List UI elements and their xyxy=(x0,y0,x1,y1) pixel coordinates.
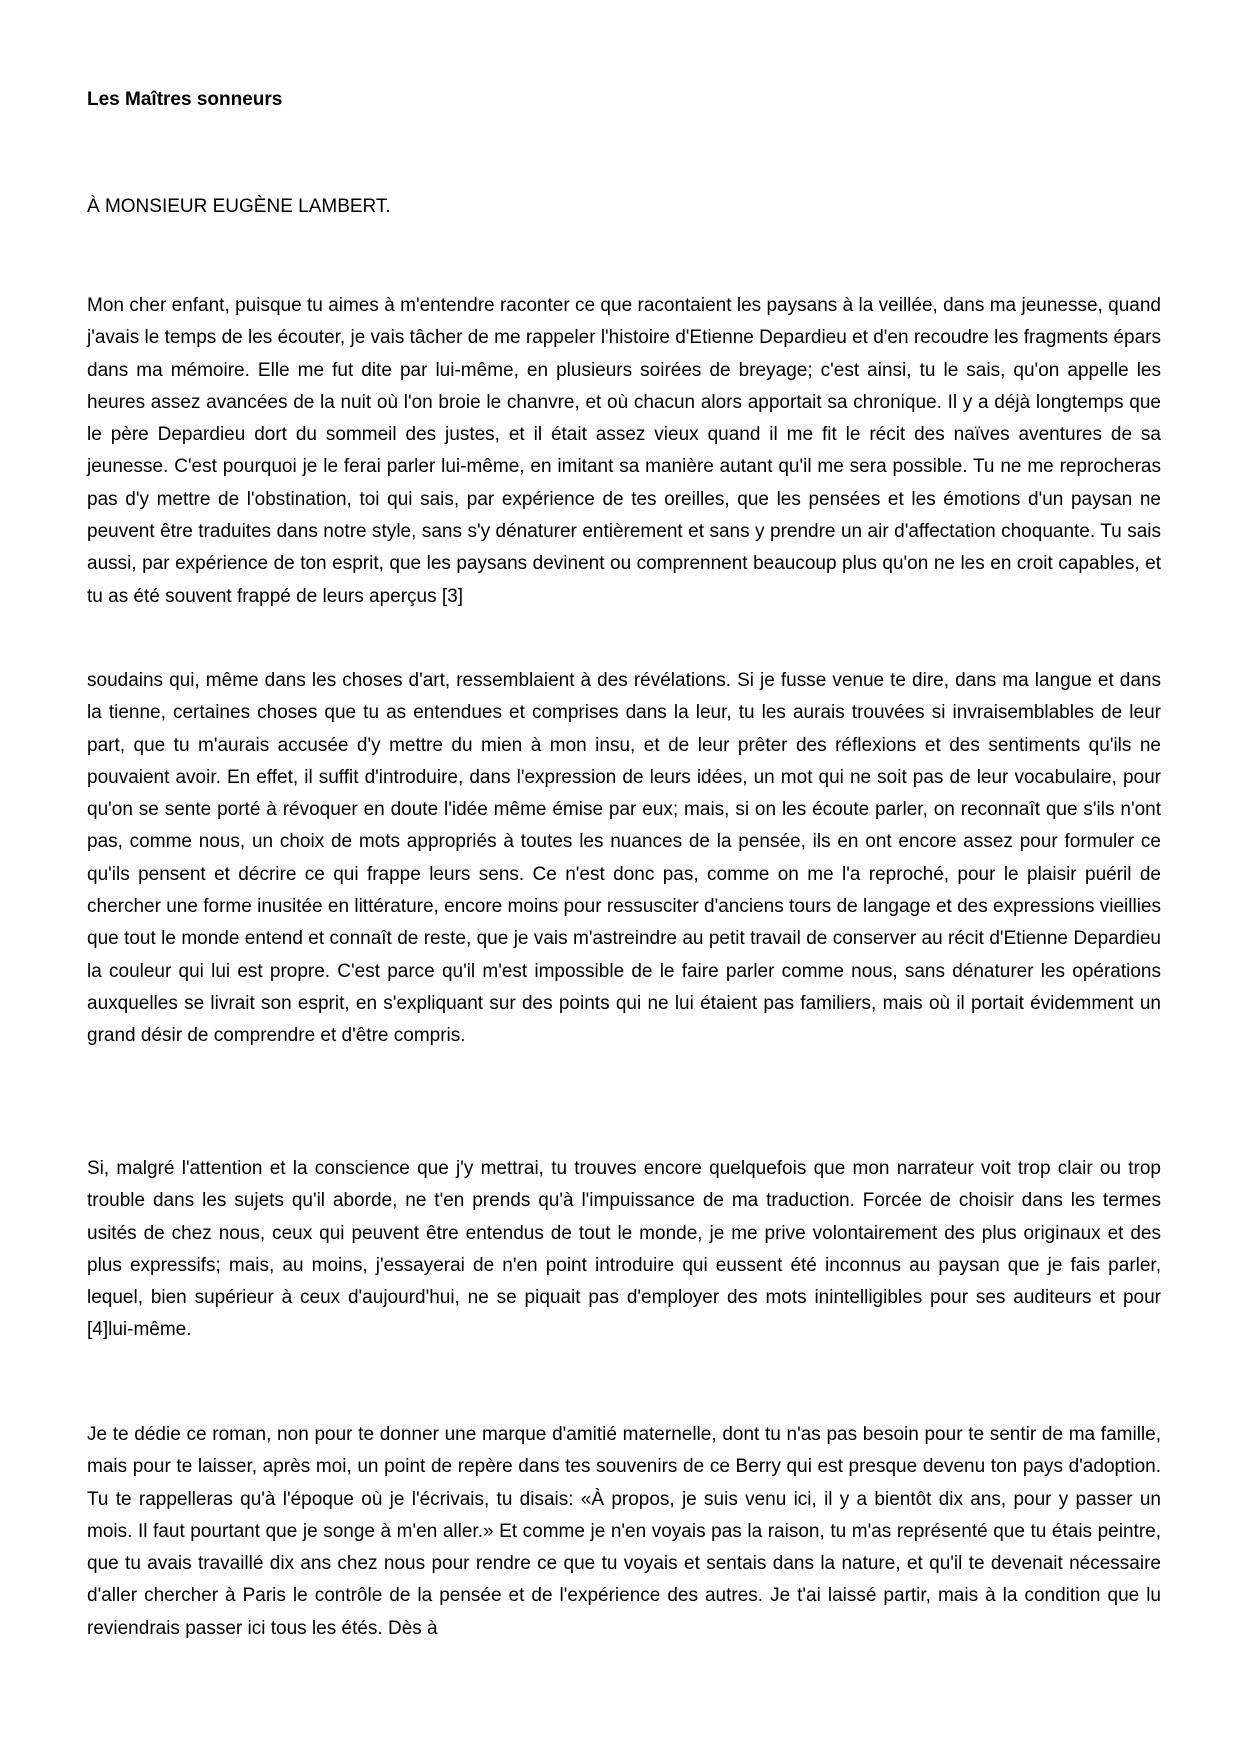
paragraph-3: Si, malgré l'attention et la conscience que j'y mettrai, tu trouves encore quelquefois que mon narrateur voit trop clair ou trop trouble dans les sujets qu'il aborde, ne t'en prends qu'à l'impuissance de ma traduction. Forcée de choisir dans les termes usités de chez nous, ceux qui peuvent être entendus de tout le monde, je me prive volontairement des plus originaux et des plus expressifs; mais, au moins, j'essayerai de n'en point introduire qui eussent été inconnus au paysan que je fais parler, lequel, bien supérieur à ceux d'aujourd'hui, ne se piquait pas d'employer des mots inintelligibles pour ses auditeurs et pour [4]lui-même. xyxy=(87,1158,1161,1341)
paragraph-4: Je te dédie ce roman, non pour te donner une marque d'amitié maternelle, dont tu n'as pas besoin pour te sentir de ma famille, mais pour te laisser, après moi, un point de repère dans tes souvenirs de ce Berry qui est presque devenu ton pays d'adoption. Tu te rappelleras qu'à l'époque où je l'écrivais, tu disais: «À propos, je suis venu ici, il y a bientôt dix ans, pour y passer un mois. Il faut pourtant que je songe à m'en aller.» Et comme je n'en voyais pas la raison, tu m'as représenté que tu étais peintre, que tu avais travaillé dix ans chez nous pour rendre ce que tu voyais et sentais dans la nature, et qu'il te devenait nécessaire d'aller chercher à Paris le contrôle de la pensée et de l'expérience des autres. Je t'ai laissé partir, mais à la condition que lu reviendrais passer ici tous les étés. Dès à xyxy=(87,1424,1161,1639)
dedication-heading: À MONSIEUR EUGÈNE LAMBERT. xyxy=(87,196,391,217)
paragraph-2: soudains qui, même dans les choses d'art, ressemblaient à des révélations. Si je fusse venue te dire, dans ma langue et dans la tienne, certaines choses que tu as entendues et comprises dans la leur, tu les aurais trouvées si invraisemblables de leur part, que tu m'aurais accusée d'y mettre du mien à mon insu, et de leur prêter des réflexions et des sentiments qu'ils ne pouvaient avoir. En effet, il suffit d'introduire, dans l'expression de leurs idées, un mot qui ne soit pas de leur vocabulaire, pour qu'on se sente porté à révoquer en doute l'idée même émise par eux; mais, si on les écoute parler, on reconnaît que s'ils n'ont pas, comme nous, un choix de mots appropriés à toutes les nuances de la pensée, ils en ont encore assez pour formuler ce qu'ils pensent et décrire ce qui frappe leurs sens. Ce n'est donc pas, comme on me l'a reproché, pour le plaisir puéril de chercher une forme inusitée en littérature, encore moins pour ressusciter d'anciens tours de langage et des expressions vieillies que tout le monde entend et connaît de reste, que je vais m'astreindre au petit travail de conserver au récit d'Etienne Depardieu la couleur qui lui est propre. C'est parce qu'il m'est impossible de le faire parler comme nous, sans dénaturer les opérations auxquelles se livrait son esprit, en s'expliquant sur des points qui ne lui étaient pas familiers, mais où il portait évidemment un grand désir de comprendre et d'être compris. xyxy=(87,670,1161,1047)
document-title: Les Maîtres sonneurs xyxy=(87,89,283,110)
paragraph-1: Mon cher enfant, puisque tu aimes à m'entendre raconter ce que racontaient les paysans à la veillée, dans ma jeunesse, quand j'avais le temps de les écouter, je vais tâcher de me rappeler l'histoire d'Etienne Depardieu et d'en recoudre les fragments épars dans ma mémoire. Elle me fut dite par lui-même, en plusieurs soirées de breyage; c'est ainsi, tu le sais, qu'on appelle les heures assez avancées de la nuit où l'on broie le chanvre, et où chacun alors apportait sa chronique. Il y a déjà longtemps que le père Depardieu dort du sommeil des justes, et il était assez vieux quand il me fit le récit des naïves aventures de sa jeunesse. C'est pourquoi je le ferai parler lui-même, en imitant sa manière autant qu'il me sera possible. Tu ne me reprocheras pas d'y mettre de l'obstination, toi qui sais, par expérience de tes oreilles, que les pensées et les émotions d'un paysan ne peuvent être traduites dans notre style, sans s'y dénaturer entièrement et sans y prendre un air d'affectation choquante. Tu sais aussi, par expérience de ton esprit, que les paysans devinent ou comprennent beaucoup plus qu'on ne les en croit capables, et tu as été souvent frappé de leurs aperçus [3] xyxy=(87,295,1161,607)
